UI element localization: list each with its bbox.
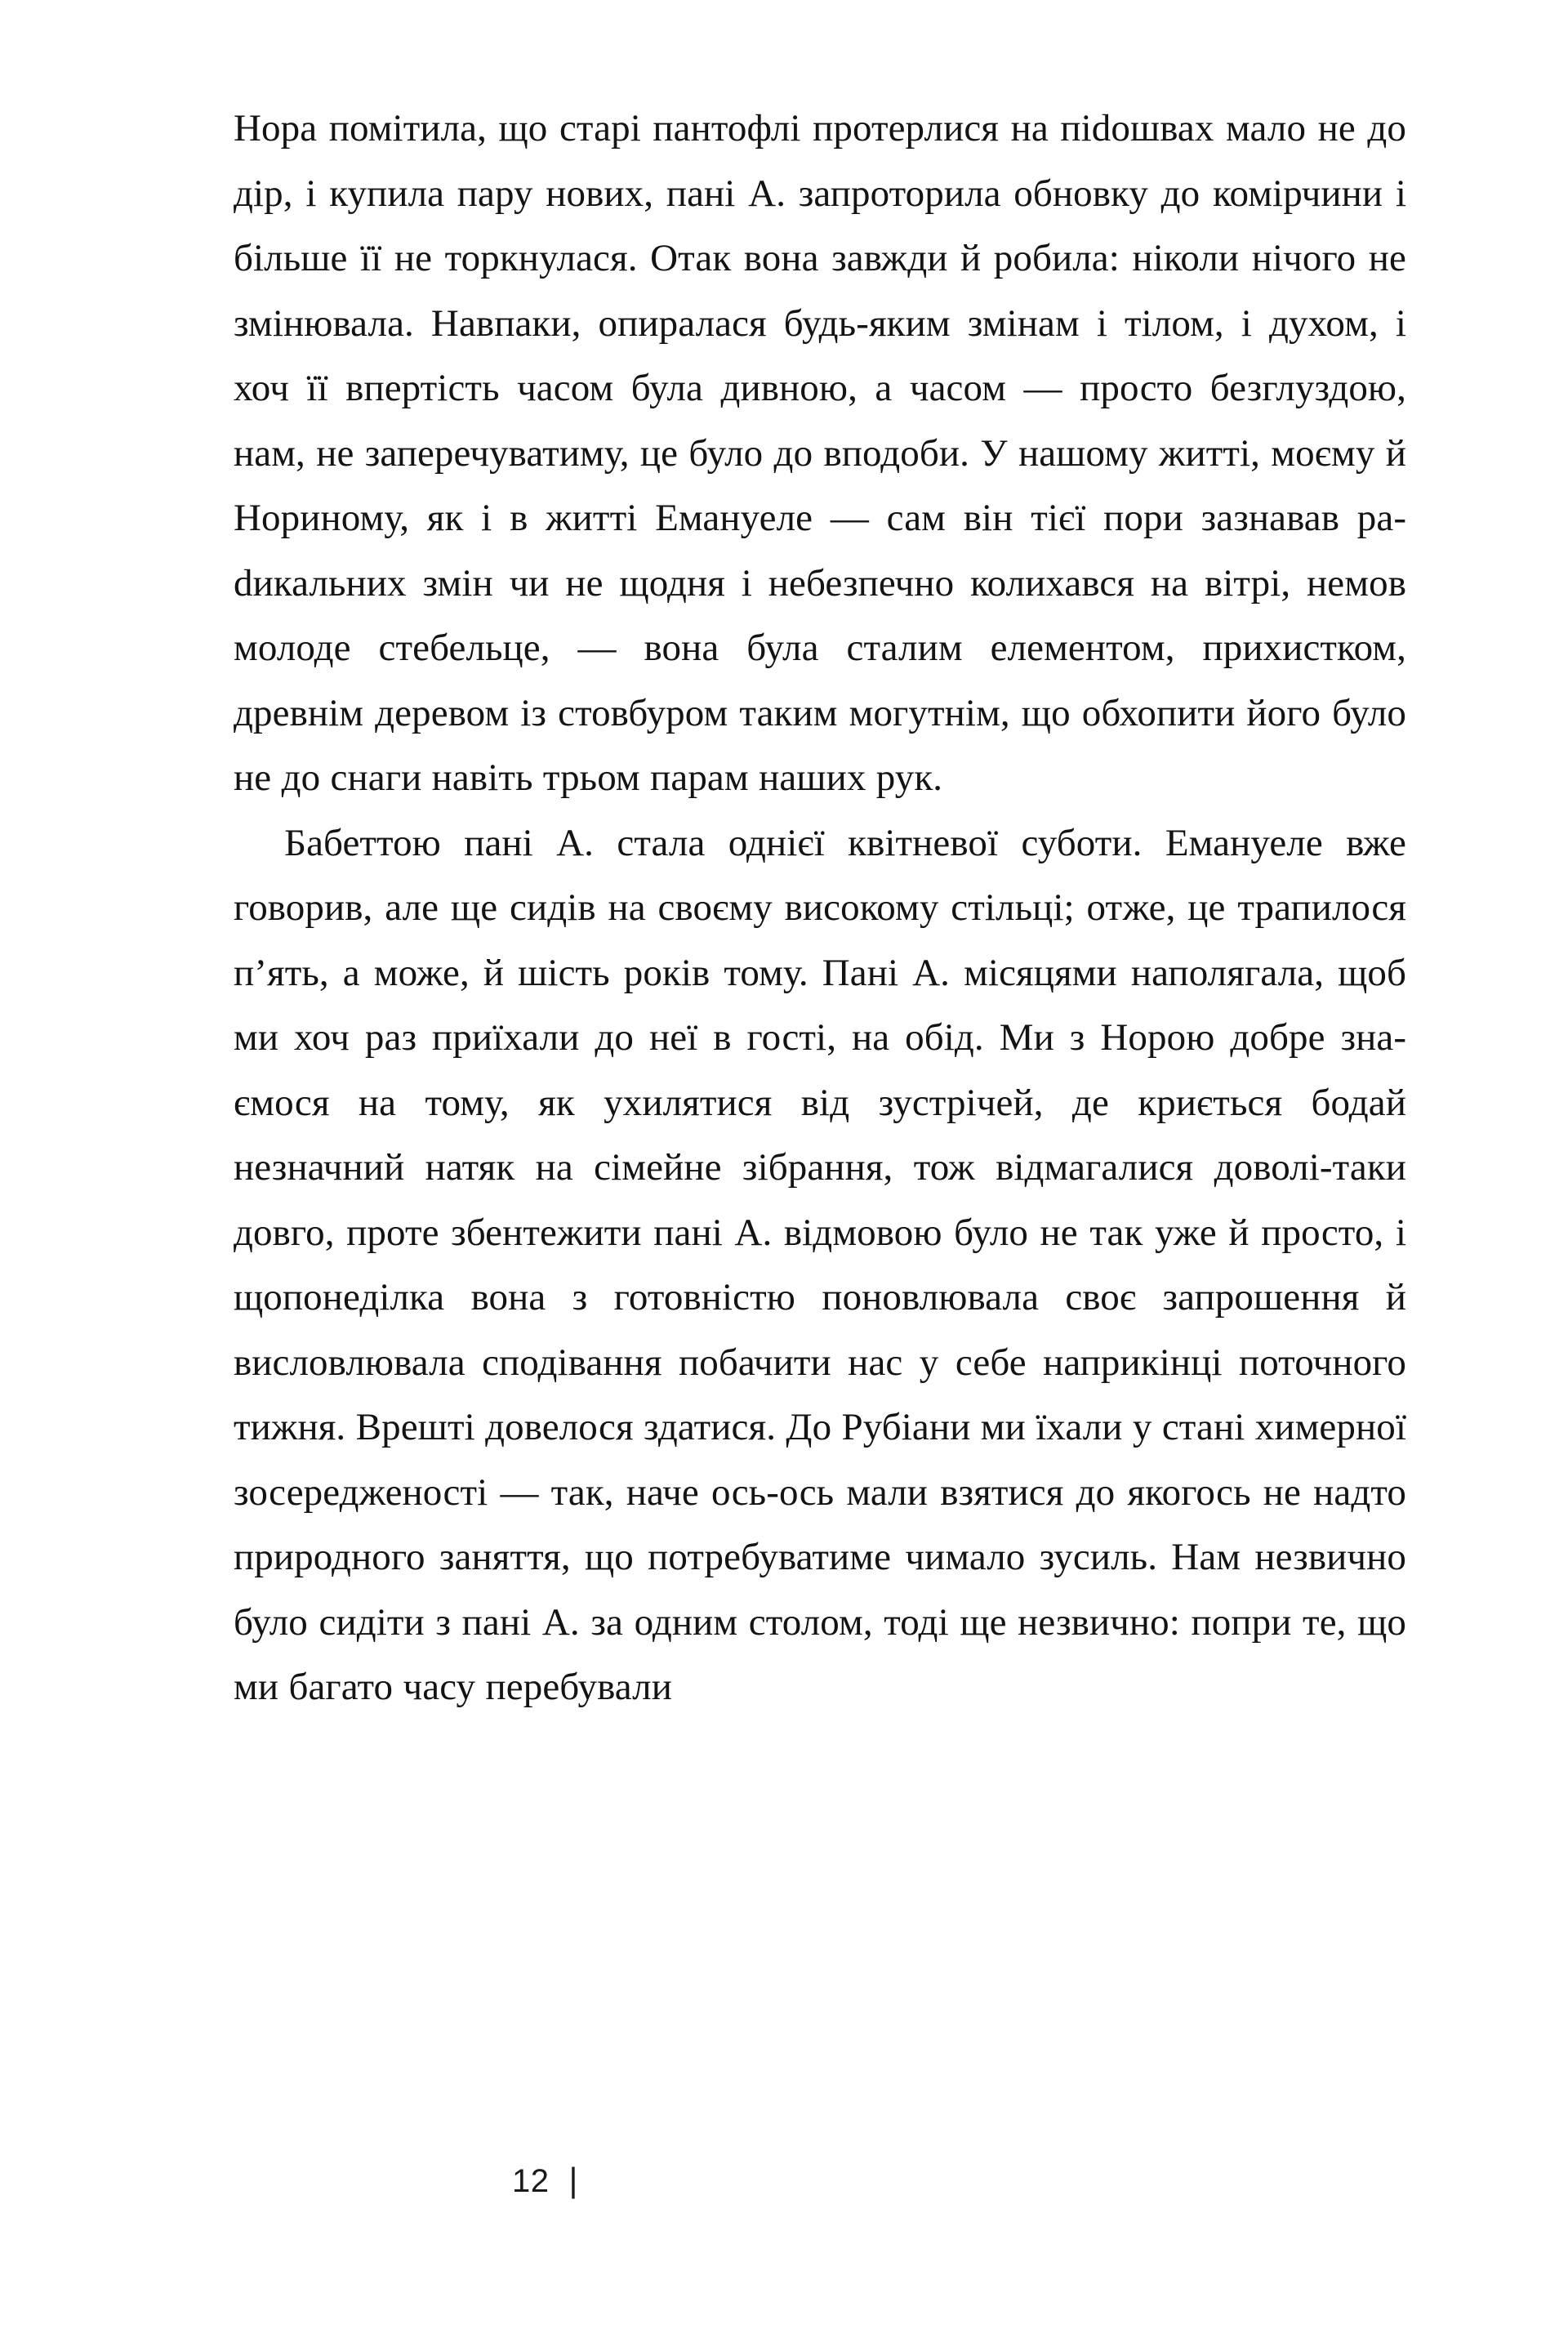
page-number: 12 <box>512 2163 550 2199</box>
page-footer <box>234 2163 1406 2197</box>
folio-separator-icon: | <box>568 2161 578 2199</box>
body-paragraph-2: Бабеттою пані А. стала однієї квітневої суботи. Емануеле вже говорив, але ще сидів на своєму високому стільці; отже, це трапилося п’ять, а може, й шість років тому. Пані А. місяцями наполягала, щоб ми хоч раз приїхали до неї в гості, на обід. Ми з Норою добре знаємося на тому, як ухилятися від зустрічей, де криється бодай незначний натяк на сімейне зібрання, тож відмагалися доволі-таки довго, проте збентежити пані А. відмовою було не так уже й просто, і щопонеділка вона з готовністю поновлювала своє запрошення й висловлювала сподівання побачити нас у себе наприкінці поточного тижня. Врешті довелося здатися. До Рубіани ми їхали у стані химерної зосередженості — так, наче ось-ось мали взятися до якогось не надто природного заняття, що потребуватиме чимало зусиль. Нам незвично було сидіти з пані А. за одним столом, тоді ще незвично: попри те, що ми багато часу перебували <box>234 821 1406 1708</box>
page-text-column <box>234 96 1406 1720</box>
body-paragraph-1: Нора помітила, що старі пантофлі протерлися на піdошвах мало не до дір, і купила пару нових, пані А. запроторила обновку до комірчини і більше її не торкнулася. Отак вона завжди й робила: ніколи нічого не змінювала. Навпаки, опиралася будь-яким змінам і тілом, і духом, і хоч її впертість часом була дивною, а часом — просто безглуздою, нам, не заперечуватиму, це було до вподоби. У нашому житті, моєму й Нориному, як і в житті Емануеле — сам він тієї пори зазнавав раdикальних змін чи не щодня і небезпечно колихався на вітрі, немов молоде стебельце, — вона була сталим елементом, прихистком, древнім деревом із стовбуром таким могутнім, що обхопити його було не до снаги навіть трьом парам наших рук. <box>234 107 1406 799</box>
